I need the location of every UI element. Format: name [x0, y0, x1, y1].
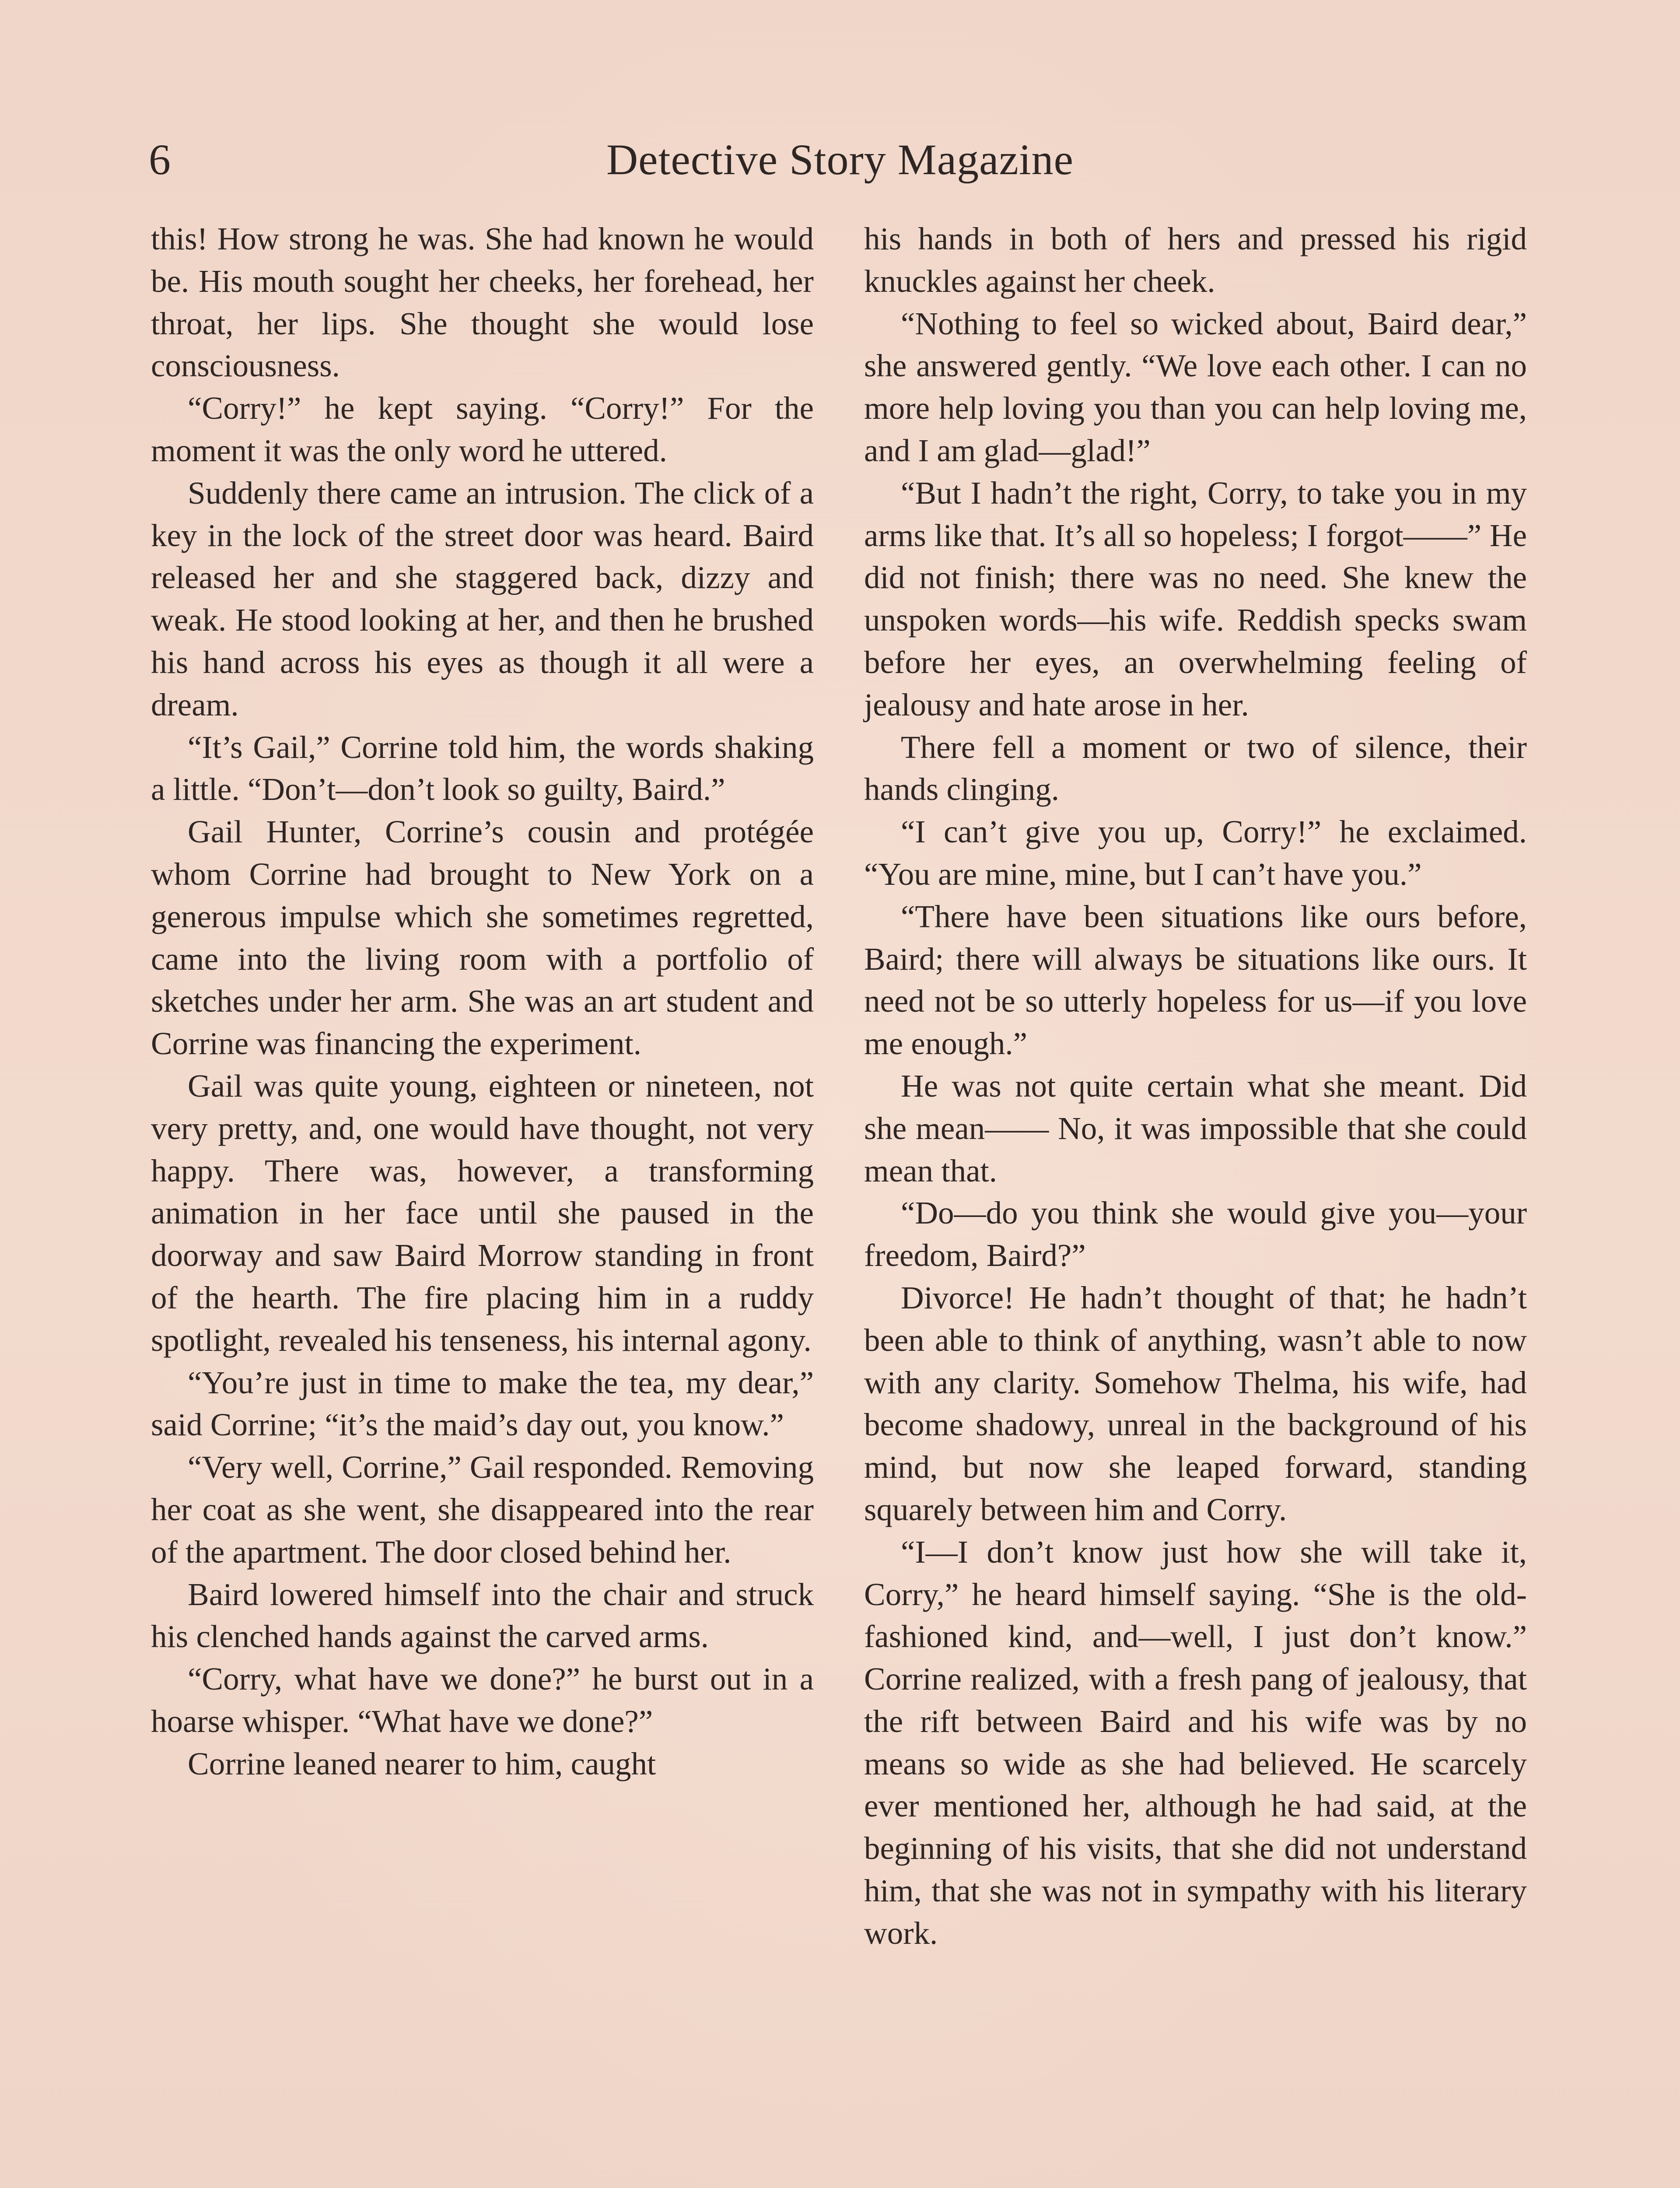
- paragraph: Gail was quite young, eighteen or nineteen, not very pretty, and, one would have thought, not very happy. There was, however, a transforming animation in her face until she paused in the doorway and saw Baird Morrow standing in front of the hearth. The fire placing him in a ruddy spotlight, revealed his tenseness, his internal agony.: [151, 1068, 814, 1358]
- paragraph: Suddenly there came an intrusion. The click of a key in the lock of the street door was heard. Baird released her and she staggered back, dizzy and weak. He stood looking at her, and then he brushed his hand across his eyes as though it all were a dream.: [151, 475, 814, 722]
- right-column: [864, 218, 1527, 1955]
- paragraph: “You’re just in time to make the tea, my dear,” said Corrine; “it’s the maid’s day out, you know.”: [151, 1364, 814, 1443]
- paragraph: “Corry, what have we done?” he burst out in a hoarse whisper. “What have we done?”: [151, 1661, 814, 1739]
- paragraph: Baird lowered himself into the chair and struck his clenched hands against the carved arms.: [151, 1576, 814, 1655]
- paragraph: There fell a moment or two of silence, their hands clinging.: [864, 729, 1527, 807]
- paragraph: He was not quite certain what she meant. Did she mean—— No, it was impossible that she could mean that.: [864, 1068, 1527, 1189]
- paragraph: Divorce! He hadn’t thought of that; he hadn’t been able to think of anything, wasn’t able to now with any clarity. Somehow Thelma, his wife, had become shadowy, unreal in the background of his mind, but now she leaped forward, standing squarely between him and Corry.: [864, 1280, 1527, 1527]
- paragraph: “I—I don’t know just how she will take it, Corry,” he heard himself saying. “She is the old-fashioned kind, and—well, I just don’t know.” Corrine realized, with a fresh pang of jealousy, that the rift between Baird and his wife was by no means so wide as she had believed. He scarcely ever mentioned her, although he had said, at the beginning of his visits, that she did not understand him, that she was not in sympathy with his literary work.: [864, 1534, 1527, 1951]
- paragraph: Gail Hunter, Corrine’s cousin and protégée whom Corrine had brought to New York on a generous impulse which she sometimes regretted, came into the living room with a portfolio of sketches under her arm. She was an art student and Corrine was financing the experiment.: [151, 814, 814, 1062]
- paragraph: “There have been situations like ours before, Baird; there will always be situations like ours. It need not be so utterly hopeless for us—if you love me enough.”: [864, 898, 1527, 1062]
- left-column: [151, 218, 814, 1785]
- paragraph: “But I hadn’t the right, Corry, to take you in my arms like that. It’s all so hopeless; I forgot——” He did not finish; there was no need. She knew the unspoken words—his wife. Reddish specks swam before her eyes, an overwhelming feeling of jealousy and hate arose in her.: [864, 475, 1527, 722]
- running-head-title: Detective Story Magazine: [606, 135, 1074, 184]
- paragraph: “I can’t give you up, Corry!” he exclaimed. “You are mine, mine, but I can’t have you.”: [864, 814, 1527, 892]
- paragraph: Corrine leaned nearer to him, caught: [188, 1746, 656, 1781]
- paragraph: “It’s Gail,” Corrine told him, the words shaking a little. “Don’t—don’t look so guilty, Baird.”: [151, 729, 814, 807]
- paragraph: this! How strong he was. She had known he would be. His mouth sought her cheeks, her forehead, her throat, her lips. She thought she would lose consciousness.: [151, 221, 814, 384]
- paragraph: “Do—do you think she would give you—your freedom, Baird?”: [864, 1195, 1527, 1273]
- page-header: [149, 131, 1531, 188]
- paragraph: “Corry!” he kept saying. “Corry!” For the moment it was the only word he uttered.: [151, 390, 814, 468]
- paragraph: “Nothing to feel so wicked about, Baird dear,” she answered gently. “We love each other. I can no more help loving you than you can help loving me, and I am glad—glad!”: [864, 305, 1527, 468]
- paragraph: “Very well, Corrine,” Gail responded. Removing her coat as she went, she disappeared into the rear of the apartment. The door closed behind her.: [151, 1449, 814, 1570]
- paragraph: his hands in both of hers and pressed his rigid knuckles against her cheek.: [864, 221, 1527, 299]
- page-number: 6: [149, 135, 171, 184]
